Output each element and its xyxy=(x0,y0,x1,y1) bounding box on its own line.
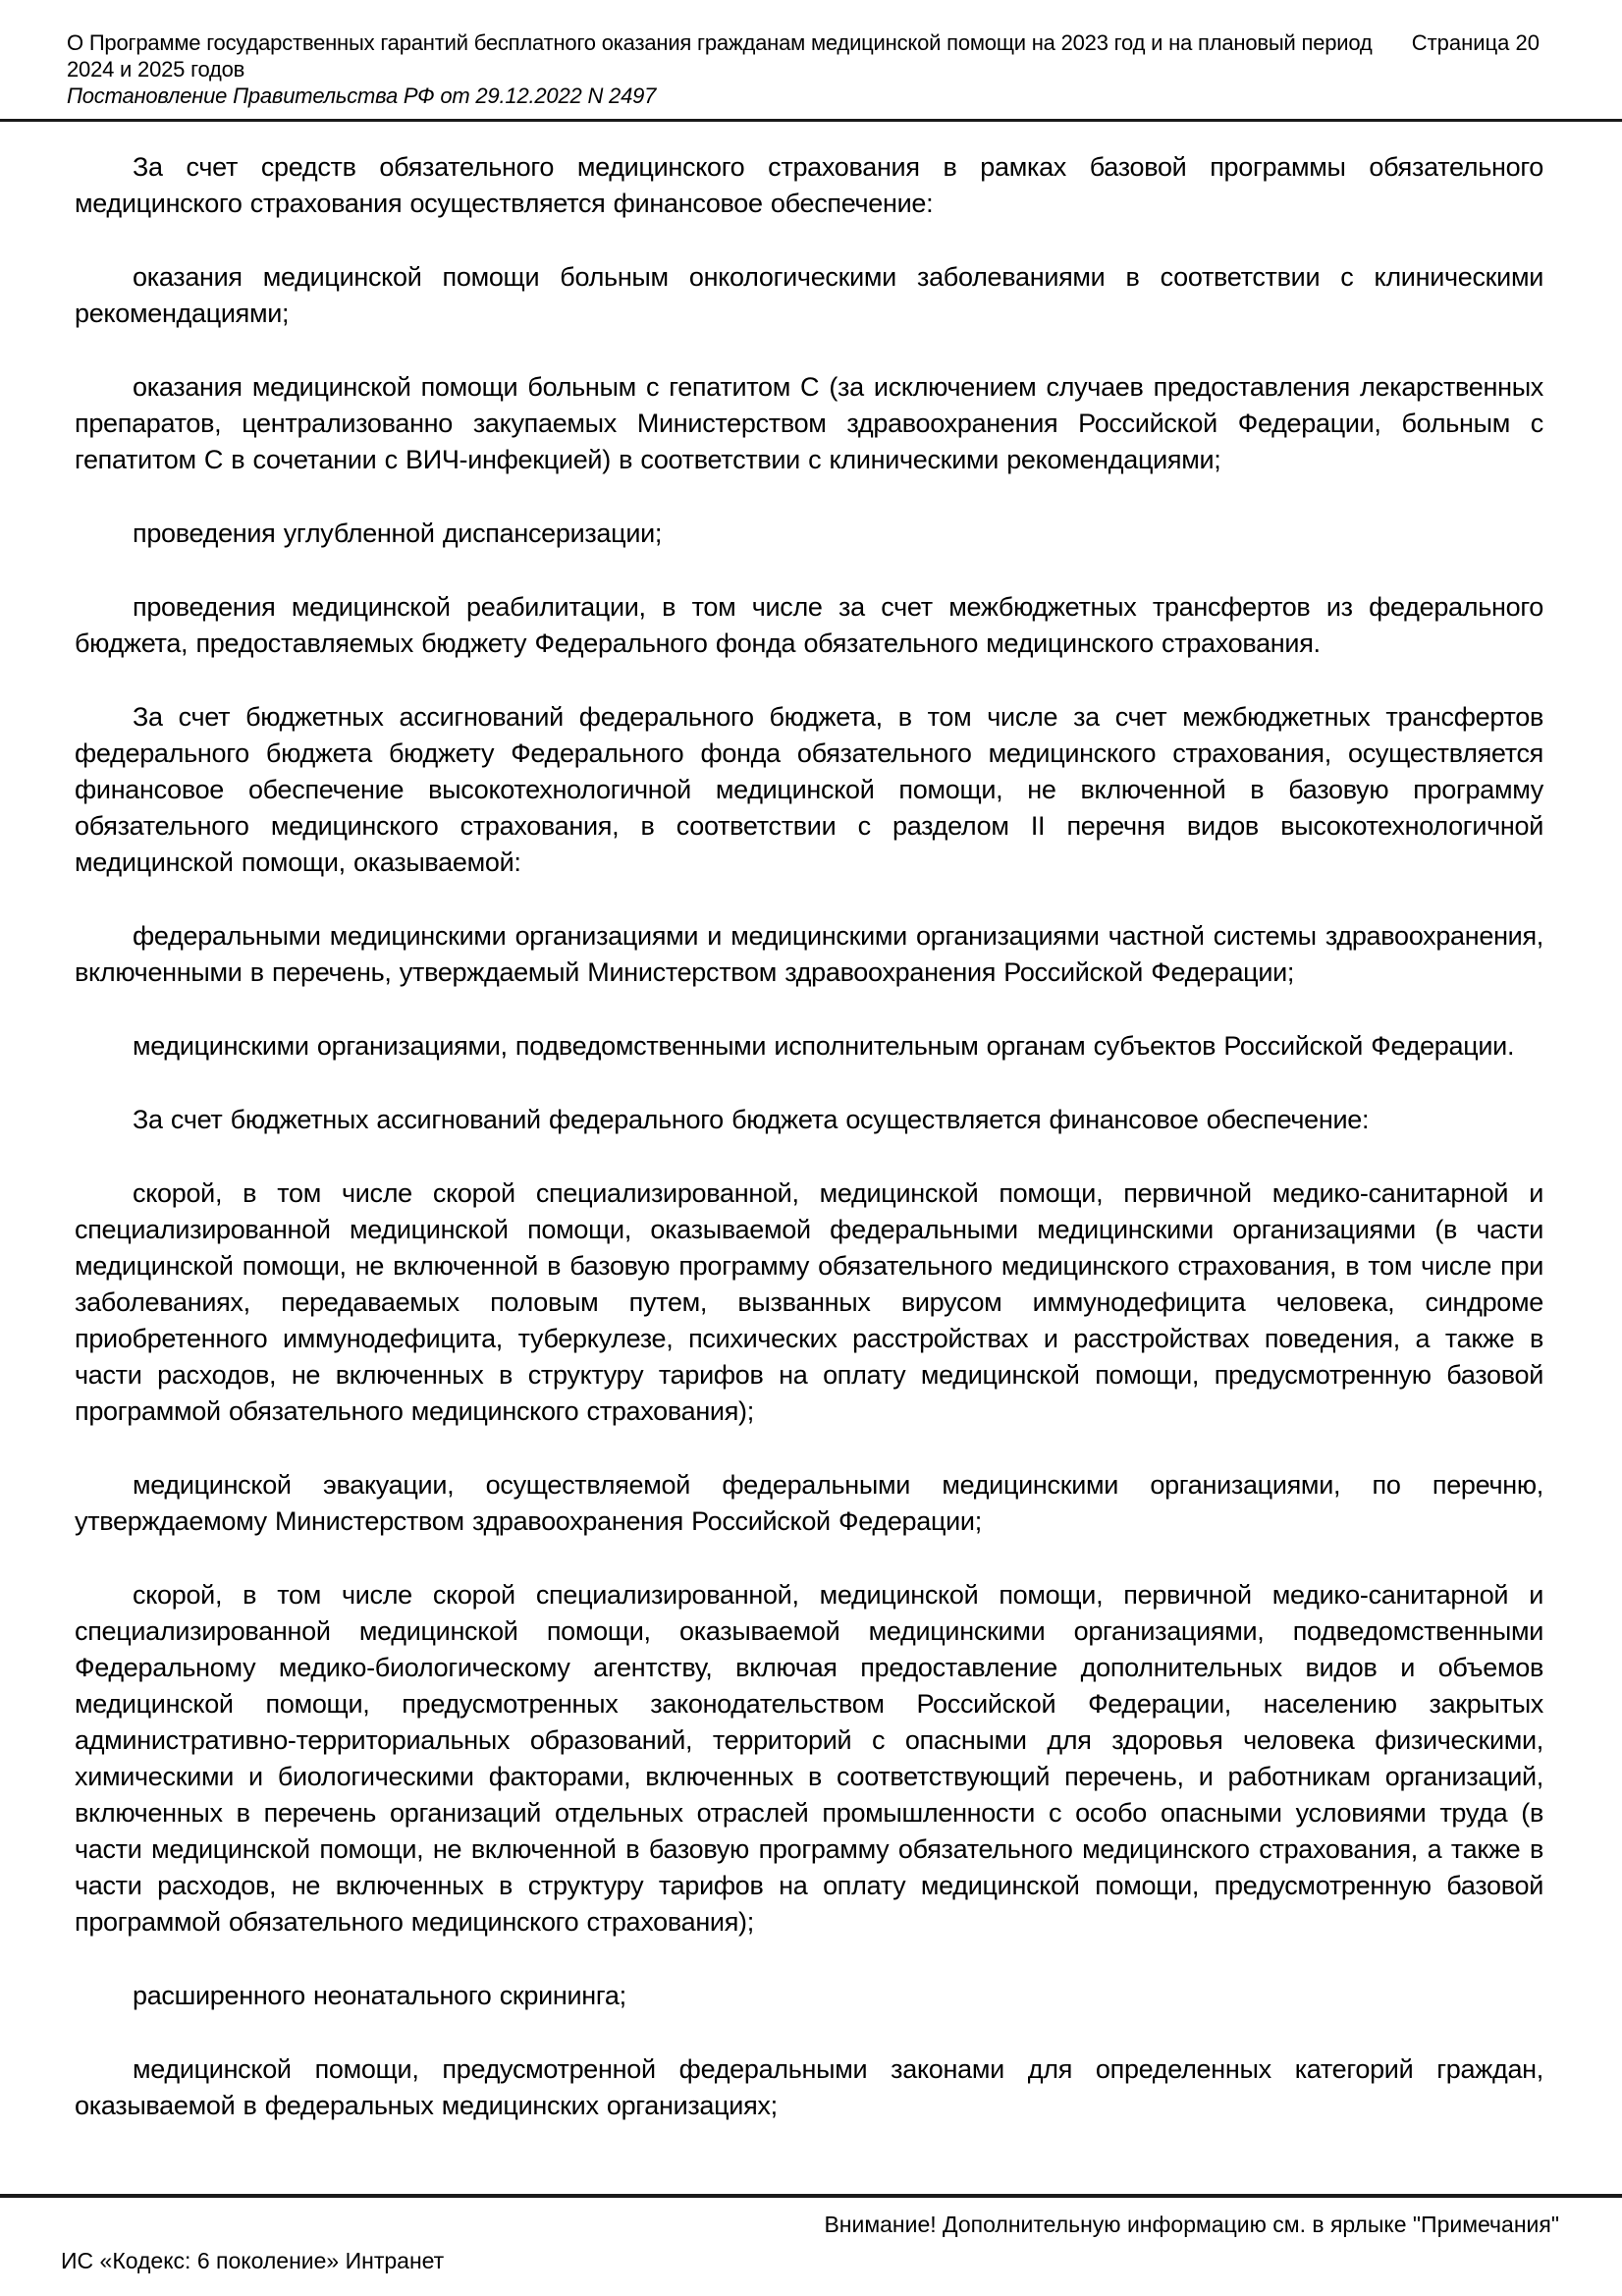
paragraph: За счет средств обязательного медицинского страхования в рамках базовой программы обязательного медицинского страхования осуществляется финансовое обеспечение: xyxy=(75,152,1543,218)
document-body xyxy=(0,122,1622,2124)
paragraph: расширенного неонатального скрининга; xyxy=(133,1981,626,2010)
paragraph: За счет бюджетных ассигнований федерального бюджета, в том числе за счет межбюджетных трансфертов федерального бюджета бюджету Федерального фонда обязательного медицинского страхования, осуществляется финансовое обеспечение высокотехнологичной медицинской помощи, не включенной в базовую программу обязательного медицинского страхования, в соответствии с разделом II перечня видов высокотехнологичной медицинской помощи, оказываемой: xyxy=(75,702,1543,877)
document-title: О Программе государственных гарантий бесплатного оказания гражданам медицинской помощи на 2023 год и на плановый период 2024 и 2025 годов xyxy=(67,30,1373,82)
paragraph: медицинскими организациями, подведомственными исполнительным органам субъектов Российской Федерации. xyxy=(133,1031,1515,1061)
footer-notice: Внимание! Дополнительную информацию см. в ярлыке "Примечания" xyxy=(824,2212,1559,2237)
footer-source: ИС «Кодекс: 6 поколение» Интранет xyxy=(61,2248,445,2273)
paragraph: медицинской помощи, предусмотренной федеральными законами для определенных категорий граждан, оказываемой в федеральных медицинских организациях; xyxy=(75,2054,1543,2120)
paragraph: За счет бюджетных ассигнований федерального бюджета осуществляется финансовое обеспечение: xyxy=(133,1105,1370,1134)
paragraph: медицинской эвакуации, осуществляемой федеральными медицинскими организациями, по перечню, утверждаемому Министерством здравоохранения Российской Федерации; xyxy=(75,1470,1543,1536)
paragraph: оказания медицинской помощи больным онкологическими заболеваниями в соответствии с клиническими рекомендациями; xyxy=(75,262,1543,328)
paragraph: скорой, в том числе скорой специализированной, медицинской помощи, первичной медико-санитарной и специализированной медицинской помощи, оказываемой федеральными медицинскими организациями (в части медицинской помощи, не включенной в базовую программу обязательного медицинского страхования, в том числе при заболеваниях, передаваемых половым путем, вызванных вирусом иммунодефицита человека, синдроме приобретенного иммунодефицита, туберкулезе, психических расстройствах и расстройствах поведения, а также в части расходов, не включенных в структуру тарифов на оплату медицинской помощи, предусмотренную базовой программой обязательного медицинского страхования); xyxy=(75,1178,1543,1426)
page-number: Страница 20 xyxy=(1411,30,1540,55)
footer-divider xyxy=(0,2194,1622,2198)
document-footer xyxy=(0,2194,1622,2296)
paragraph: проведения медицинской реабилитации, в том числе за счет межбюджетных трансфертов из федерального бюджета, предоставляемых бюджету Федерального фонда обязательного медицинского страхования. xyxy=(75,592,1543,658)
paragraph: проведения углубленной диспансеризации; xyxy=(133,519,663,548)
paragraph: федеральными медицинскими организациями и медицинскими организациями частной системы здравоохранения, включенными в перечень, утверждаемый Министерством здравоохранения Российской Федерации; xyxy=(75,921,1543,987)
paragraph: скорой, в том числе скорой специализированной, медицинской помощи, первичной медико-санитарной и специализированной медицинской помощи, оказываемой медицинскими организациями, подведомственными Федеральному медико-биологическому агентству, включая предоставление дополнительных видов и объемов медицинской помощи, предусмотренных законодательством Российской Федерации, населению закрытых административно-территориальных образований, территорий с опасными для здоровья человека физическими, химическими и биологическими факторами, включенных в соответствующий перечень, и работникам организаций, включенных в перечень организаций отдельных отраслей промышленности с особо опасными условиями труда (в части медицинской помощи, не включенной в базовую программу обязательного медицинского страхования, а также в части расходов, не включенных в структуру тарифов на оплату медицинской помощи, предусмотренную базовой программой обязательного медицинского страхования); xyxy=(75,1580,1543,1937)
paragraph: оказания медицинской помощи больным с гепатитом C (за исключением случаев предоставления лекарственных препаратов, централизованно закупаемых Министерством здравоохранения Российской Федерации, больным с гепатитом C в сочетании с ВИЧ-инфекцией) в соответствии с клиническими рекомендациями; xyxy=(75,372,1543,474)
document-header xyxy=(0,0,1622,119)
header-row xyxy=(67,29,1540,82)
document-subtitle: Постановление Правительства РФ от 29.12.2022 N 2497 xyxy=(67,83,657,108)
